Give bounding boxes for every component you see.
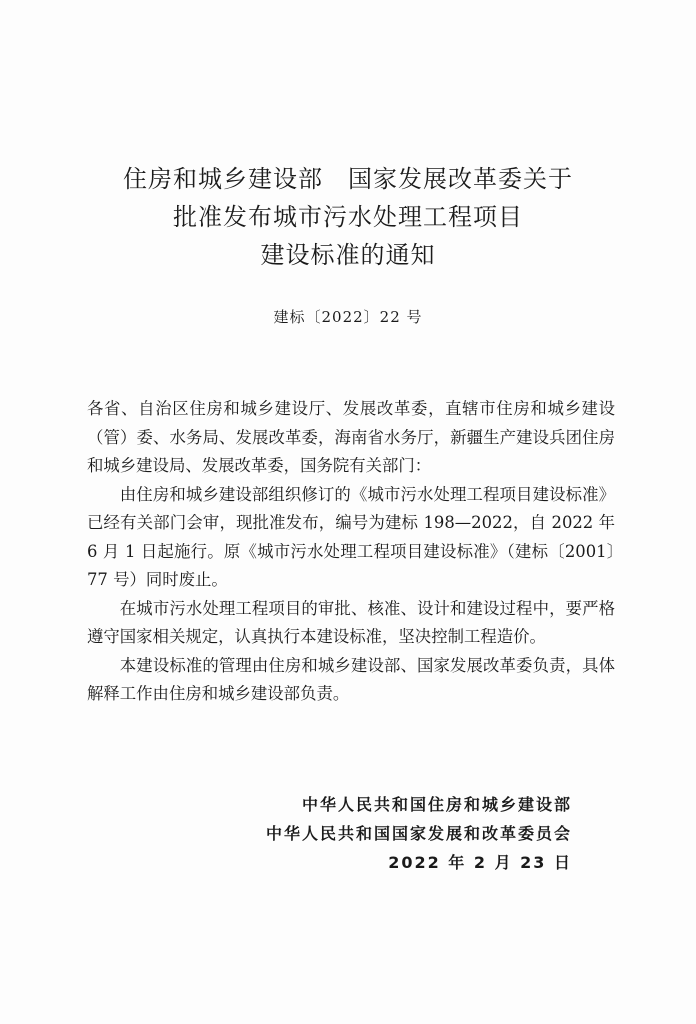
body-paragraph-2: 在城市污水处理工程项目的审批、核准、设计和建设过程中，要严格遵守国家相关规定，认真执行本建设标准，坚决控制工程造价。: [87, 598, 615, 646]
body-paragraph-1: 由住房和城乡建设部组织修订的《城市污水处理工程项目建设标准》已经有关部门会审，现批准发布，编号为建标 198—2022，自 2022 年 6 月 1 日起施行。原《城市污水处理工程项目建设标准》（建标〔2001〕77 号）同时废止。: [87, 484, 615, 589]
body-paragraph-3: 本建设标准的管理由住房和城乡建设部、国家发展改革委负责，具体解释工作由住房和城乡建设部负责。: [87, 655, 615, 703]
title-line-3: 建设标准的通知: [260, 241, 436, 269]
issue-date: 2022 年 2 月 23 日: [388, 853, 572, 872]
addressee-paragraph: 各省、自治区住房和城乡建设厅、发展改革委，直辖市住房和城乡建设（管）委、水务局、发展改革委，海南省水务厅，新疆生产建设兵团住房和城乡建设局、发展改革委，国务院有关部门：: [87, 399, 615, 475]
document-number: 建标〔2022〕22 号: [273, 308, 423, 326]
document-title: [0, 160, 696, 274]
document-body: [87, 395, 615, 709]
title-line-2: 批准发布城市污水处理工程项目: [173, 203, 523, 231]
title-line-1: 住房和城乡建设部 国家发展改革委关于: [123, 165, 573, 193]
issuing-org-1: 中华人民共和国住房和城乡建设部: [301, 795, 572, 814]
issuing-org-2: 中华人民共和国国家发展和改革委员会: [265, 824, 572, 843]
signature-block: [266, 790, 572, 877]
